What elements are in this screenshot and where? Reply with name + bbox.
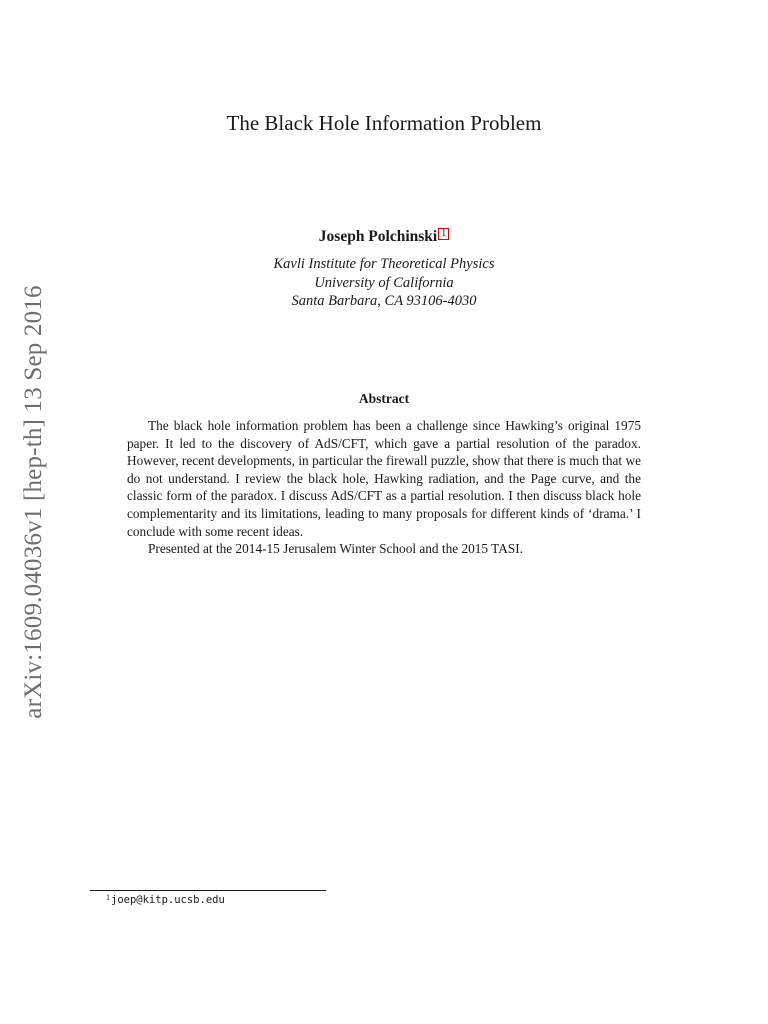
arxiv-identifier-stamp[interactable]: arXiv:1609.04036v1 [hep-th] 13 Sep 2016 (20, 285, 47, 719)
footnote-divider (90, 890, 326, 891)
author-footnote-link[interactable]: 1 (438, 228, 449, 240)
affiliation-address: Santa Barbara, CA 93106-4030 (291, 293, 477, 309)
footnote (106, 894, 225, 906)
author-block (0, 227, 768, 311)
affiliation-university: University of California (314, 274, 454, 291)
author-name-line (0, 227, 768, 247)
abstract-paragraph: The black hole information problem has been a challenge since Hawking’s original 1975 paper. It led to the discovery of AdS/CFT, which gave a partial resolution of the paradox. However, recent developments, in particular the firewall puzzle, show that there is much that we do not understand. I review the black hole, Hawking radiation, and the Page curve, and the classic form of the paradox. I discuss AdS/CFT as a partial resolution. I then discuss black hole complementarity and its limitations, leading to many proposals for different kinds of ‘drama.’ I conclude with some recent ideas. (127, 418, 641, 539)
affiliation-institute: Kavli Institute for Theoretical Physics (273, 256, 495, 272)
abstract-paragraph: Presented at the 2014-15 Jerusalem Winter School and the 2015 TASI. (148, 541, 523, 557)
footnote-marker: 1 (106, 893, 110, 902)
abstract-body (127, 417, 641, 558)
paper-title: The Black Hole Information Problem (226, 111, 542, 135)
abstract-heading: Abstract (358, 391, 410, 406)
author-name: Joseph Polchinski (318, 228, 438, 245)
footnote-email[interactable]: joep@kitp.ucsb.edu (111, 894, 225, 906)
